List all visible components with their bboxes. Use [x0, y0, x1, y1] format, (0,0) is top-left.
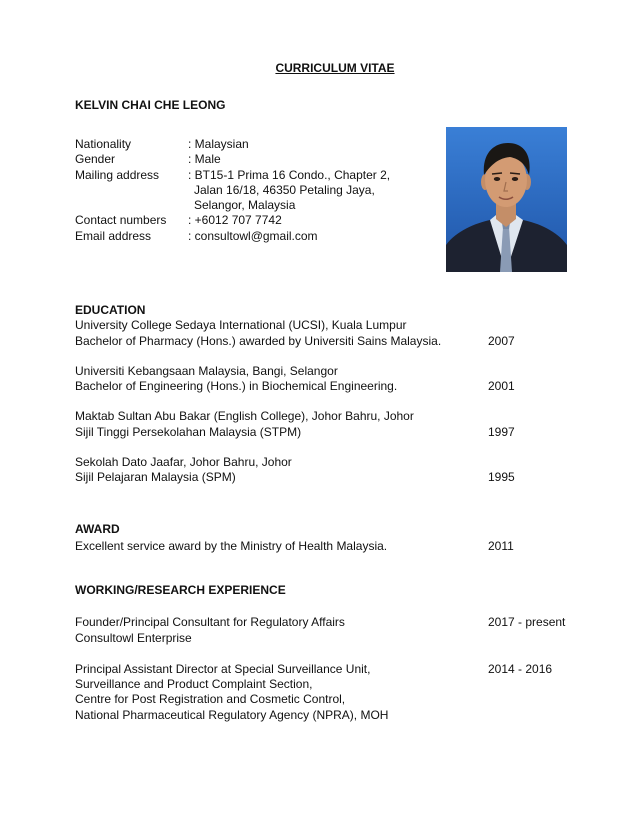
award-item: [75, 539, 575, 554]
employer: Consultowl Enterprise: [75, 630, 192, 645]
job-detail: Surveillance and Product Complaint Section,: [75, 677, 313, 692]
nationality-value: : Malaysian: [188, 137, 249, 151]
education-item: [75, 409, 575, 440]
education-item: [75, 455, 575, 486]
qualification: Sijil Tinggi Persekolahan Malaysia (STPM): [75, 424, 302, 439]
education-item: [75, 364, 575, 395]
job-title: Founder/Principal Consultant for Regulatory Affairs: [75, 615, 345, 630]
qualification: Sijil Pelajaran Malaysia (SPM): [75, 470, 236, 485]
mailing-address-line-3: Selangor, Malaysia: [194, 198, 296, 213]
education-heading: EDUCATION: [75, 303, 146, 317]
contact-value: : +6012 707 7742: [188, 213, 282, 228]
award-section: [75, 522, 575, 555]
email-label: Email address: [75, 228, 152, 243]
candidate-name: KELVIN CHAI CHE LEONG: [75, 98, 226, 112]
award-heading: AWARD: [75, 522, 120, 536]
mailing-address-line-1: : BT15-1 Prima 16 Condo., Chapter 2,: [188, 167, 391, 182]
institution: Sekolah Dato Jaafar, Johor Bahru, Johor: [75, 455, 292, 470]
job-detail: Centre for Post Registration and Cosmetic Control,: [75, 692, 346, 707]
document-title: CURRICULUM VITAE: [275, 61, 395, 75]
job-title: Principal Assistant Director at Special Surveillance Unit,: [75, 661, 371, 676]
contact-label: Contact numbers: [75, 213, 167, 228]
education-year: 1995: [488, 470, 515, 485]
institution: University College Sedaya International (UCSI), Kuala Lumpur: [75, 318, 407, 333]
mailing-label: Mailing address: [75, 167, 160, 182]
education-item: [75, 318, 575, 349]
job-detail: National Pharmaceutical Regulatory Agency (NPRA), MOH: [75, 707, 389, 722]
mailing-row: [75, 168, 405, 214]
profile-photo-illustration: [446, 127, 567, 272]
mailing-address-line-2: Jalan 16/18, 46350 Petaling Jaya,: [194, 182, 375, 197]
experience-item: [75, 615, 575, 646]
gender-label: Gender: [75, 152, 116, 167]
education-year: 1997: [488, 424, 515, 439]
institution: Maktab Sultan Abu Bakar (English College), Johor Bahru, Johor: [75, 409, 414, 424]
personal-info: [75, 137, 405, 244]
experience-period: 2014 - 2016: [488, 661, 553, 676]
profile-photo: [446, 127, 567, 272]
qualification: Bachelor of Pharmacy (Hons.) awarded by Universiti Sains Malaysia.: [75, 333, 442, 348]
experience-section: [75, 583, 575, 723]
email-row: [75, 229, 405, 244]
experience-heading: WORKING/RESEARCH EXPERIENCE: [75, 583, 286, 597]
experience-item: [75, 662, 575, 723]
education-year: 2007: [488, 333, 515, 348]
nationality-label: Nationality: [75, 137, 132, 151]
email-value: : consultowl@gmail.com: [188, 228, 318, 243]
contact-row: [75, 213, 405, 228]
award-year: 2011: [488, 539, 514, 554]
gender-row: [75, 152, 405, 167]
mailing-address: [188, 168, 405, 214]
gender-value: : Male: [188, 152, 221, 167]
education-section: [75, 303, 575, 486]
award-text: Excellent service award by the Ministry of Health Malaysia.: [75, 539, 388, 554]
qualification: Bachelor of Engineering (Hons.) in Biochemical Engineering.: [75, 379, 398, 394]
institution: Universiti Kebangsaan Malaysia, Bangi, Selangor: [75, 363, 338, 378]
education-year: 2001: [488, 379, 515, 394]
nationality-row: [75, 137, 405, 152]
experience-period: 2017 - present: [488, 615, 566, 630]
